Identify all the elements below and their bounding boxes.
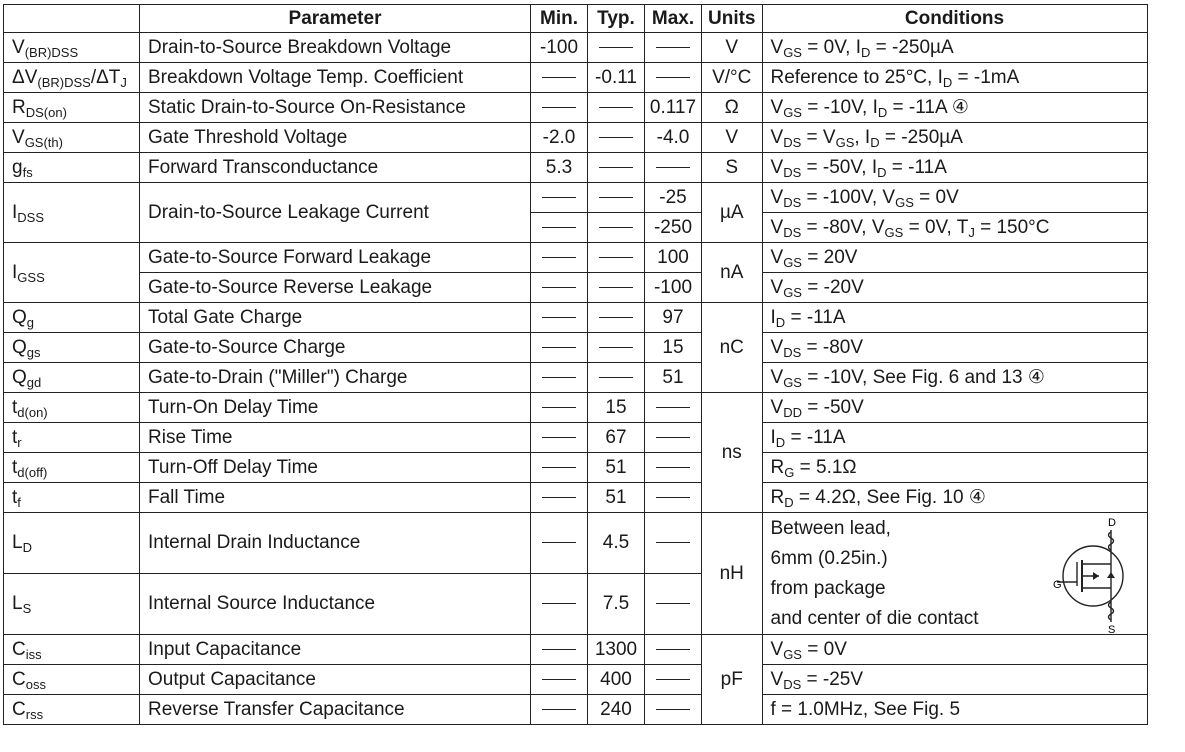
- symbol-subscript: d(off): [17, 464, 48, 480]
- condition-line: Between lead,: [770, 517, 891, 539]
- units-cell: S: [702, 153, 763, 183]
- dash-mark: [599, 377, 633, 378]
- units-cell: µA: [702, 183, 763, 243]
- table-row: [4, 243, 1148, 273]
- symbol-header: [4, 5, 140, 33]
- typ-cell: 15: [588, 393, 645, 423]
- max-cell: [645, 665, 702, 695]
- table-row: [4, 153, 1148, 183]
- typ-cell: [588, 303, 645, 333]
- condition-subscript: DS: [783, 194, 802, 210]
- max-cell: [645, 423, 702, 453]
- min-cell: [531, 483, 588, 513]
- min-cell: [531, 513, 588, 574]
- dash-mark: [656, 497, 690, 498]
- typ-cell: 51: [588, 483, 645, 513]
- dash-mark: [599, 227, 633, 228]
- table-row: [4, 123, 1148, 153]
- condition-line: and center of die contact: [770, 607, 979, 629]
- symbol-subscript: rss: [25, 706, 44, 722]
- max-cell: [645, 33, 702, 63]
- parameter-cell: Total Gate Charge: [140, 303, 531, 333]
- min-cell: [531, 453, 588, 483]
- dash-mark: [542, 347, 576, 348]
- typ-cell: 67: [588, 423, 645, 453]
- typ-cell: [588, 33, 645, 63]
- dash-mark: [656, 709, 690, 710]
- typ-cell: 240: [588, 695, 645, 725]
- table-row: [4, 333, 1148, 363]
- symbol-subscript: S: [22, 601, 32, 616]
- table-row: [4, 453, 1148, 483]
- parameter-cell: Drain-to-Source Breakdown Voltage: [140, 33, 531, 63]
- symbol-cell: $C_{iss}$: [4, 635, 140, 665]
- symbol-subscript: gd: [26, 374, 42, 390]
- min-cell: [531, 695, 588, 725]
- dash-mark: [656, 542, 690, 543]
- typ-cell: 400: [588, 665, 645, 695]
- symbol-cell: $Q_g$: [4, 303, 140, 333]
- parameter-cell: Reverse Transfer Capacitance: [140, 695, 531, 725]
- condition-subscript: DS: [783, 676, 802, 692]
- parameter-cell: Turn-Off Delay Time: [140, 453, 531, 483]
- max-cell: [645, 483, 702, 513]
- dash-mark: [542, 679, 576, 680]
- min-cell: [531, 273, 588, 303]
- units-cell: Ω: [702, 93, 763, 123]
- table-row: [4, 33, 1148, 63]
- dash-mark: [542, 407, 576, 408]
- max-cell: [645, 513, 702, 574]
- max-cell: [645, 695, 702, 725]
- dash-mark: [656, 679, 690, 680]
- min-cell: [531, 213, 588, 243]
- condition-subscript: GS: [783, 254, 802, 270]
- typ-cell: [588, 213, 645, 243]
- parameter-cell: Turn-On Delay Time: [140, 393, 531, 423]
- parameter-cell: Rise Time: [140, 423, 531, 453]
- dash-mark: [542, 377, 576, 378]
- condition-subscript: G: [784, 464, 795, 480]
- parameter-cell: Gate Threshold Voltage: [140, 123, 531, 153]
- condition-subscript: DS: [783, 344, 802, 360]
- table-row: [4, 183, 1148, 213]
- dash-mark: [542, 709, 576, 710]
- parameter-cell: Gate-to-Source Forward Leakage: [140, 243, 531, 273]
- min-cell: [531, 423, 588, 453]
- parameter-cell: Internal Source Inductance: [140, 574, 531, 635]
- symbol-cell: $t_{d(on)}$: [4, 393, 140, 423]
- symbol-subscript: g: [26, 314, 35, 330]
- parameter-cell: Input Capacitance: [140, 635, 531, 665]
- table-row: [4, 423, 1148, 453]
- symbol-cell: $t_f$: [4, 483, 140, 513]
- source-label: S: [1107, 624, 1115, 634]
- dash-mark: [656, 47, 690, 48]
- parameter-cell: Output Capacitance: [140, 665, 531, 695]
- units-cell: V: [702, 33, 763, 63]
- typ-cell: 51: [588, 453, 645, 483]
- units-cell: nH: [702, 513, 763, 635]
- symbol-subscript: fs: [22, 164, 33, 180]
- table-row: [4, 695, 1148, 725]
- dash-mark: [599, 317, 633, 318]
- conditions-cell: $V_{GS} = -10V$, $I_D = -11A$ ④: [762, 93, 1147, 123]
- min-cell: [531, 635, 588, 665]
- condition-subscript: GS: [783, 374, 802, 390]
- conditions-cell: $V_{DS} = -80V$: [762, 333, 1147, 363]
- conditions-cell: $V_{DD} = -50V$: [762, 393, 1147, 423]
- max-cell: 100: [645, 243, 702, 273]
- conditions-cell: $V_{DS} = -50V$, $I_D = -11A$: [762, 153, 1147, 183]
- min-cell: [531, 363, 588, 393]
- symbol-subscript: gs: [26, 344, 41, 360]
- symbol-subscript: D: [22, 540, 32, 555]
- conditions-cell: $V_{GS} = -20V$: [762, 273, 1147, 303]
- dash-mark: [542, 317, 576, 318]
- dash-mark: [542, 603, 576, 604]
- min-cell: -100: [531, 33, 588, 63]
- parameter-cell: Static Drain-to-Source On-Resistance: [140, 93, 531, 123]
- typ-cell: [588, 333, 645, 363]
- symbol-subscript: iss: [25, 646, 42, 662]
- min-cell: [531, 665, 588, 695]
- symbol-subscript: r: [17, 434, 22, 450]
- condition-subscript: GS: [783, 646, 802, 662]
- min-cell: [531, 243, 588, 273]
- symbol-subscript: (BR)DSS: [37, 74, 91, 90]
- condition-line: from package: [770, 577, 886, 599]
- condition-subscript: D: [877, 164, 887, 180]
- max-cell: [645, 63, 702, 93]
- conditions-cell: $R_G = 5.1\Omega$: [762, 453, 1147, 483]
- condition-subscript: D: [784, 494, 794, 510]
- typ-header: Typ.: [588, 5, 645, 33]
- condition-line: 6mm (0.25in.): [770, 547, 888, 569]
- max-cell: -4.0: [645, 123, 702, 153]
- symbol-subscript: oss: [25, 676, 46, 692]
- max-cell: -100: [645, 273, 702, 303]
- max-cell: -250: [645, 213, 702, 243]
- dash-mark: [656, 603, 690, 604]
- table-row: [4, 483, 1148, 513]
- typ-cell: 4.5: [588, 513, 645, 574]
- units-cell: V/°C: [702, 63, 763, 93]
- max-cell: [645, 453, 702, 483]
- table-row: [4, 393, 1148, 423]
- conditions-cell: $V_{DS} = V_{GS}$, $I_D = -250\mu A$: [762, 123, 1147, 153]
- condition-subscript: D: [775, 314, 786, 330]
- max-cell: [645, 574, 702, 635]
- min-cell: [531, 303, 588, 333]
- conditions-cell: $V_{GS} = 20V$: [762, 243, 1147, 273]
- dash-mark: [599, 47, 633, 48]
- max-cell: [645, 153, 702, 183]
- units-cell: nC: [702, 303, 763, 393]
- conditions-cell: $V_{GS} = 0V$: [762, 635, 1147, 665]
- units-cell: V: [702, 123, 763, 153]
- dash-mark: [656, 467, 690, 468]
- symbol-subscript: (BR)DSS: [24, 44, 79, 60]
- table-row: [4, 93, 1148, 123]
- dash-mark: [542, 107, 576, 108]
- dash-mark: [542, 467, 576, 468]
- dash-mark: [656, 167, 690, 168]
- units-header: Units: [702, 5, 763, 33]
- max-cell: -25: [645, 183, 702, 213]
- symbol-subscript: J: [120, 74, 127, 90]
- max-cell: 15: [645, 333, 702, 363]
- symbol-cell: $V_{(BR)DSS}$: [4, 33, 140, 63]
- dash-mark: [542, 227, 576, 228]
- max-header: Max.: [645, 5, 702, 33]
- table-row: [4, 363, 1148, 393]
- conditions-cell: $V_{DS} = -80V$, $V_{GS} = 0V$, $T_J = 150^\circ C$: [762, 213, 1147, 243]
- symbol-cell: $I_{GSS}$: [4, 243, 140, 303]
- conditions-cell: $V_{GS} = 0V$, $I_D = -250\mu A$: [762, 33, 1147, 63]
- dash-mark: [656, 407, 690, 408]
- typ-cell: 1300: [588, 635, 645, 665]
- dash-mark: [542, 77, 576, 78]
- condition-subscript: D: [877, 104, 888, 120]
- units-cell: ns: [702, 393, 763, 513]
- typ-cell: [588, 363, 645, 393]
- symbol-cell: $I_{DSS}$: [4, 183, 140, 243]
- typ-cell: [588, 243, 645, 273]
- dash-mark: [599, 137, 633, 138]
- dash-mark: [542, 649, 576, 650]
- symbol-cell: $Q_{gd}$: [4, 363, 140, 393]
- typ-cell: [588, 273, 645, 303]
- symbol-cell: $t_r$: [4, 423, 140, 453]
- symbol-cell: $L_D$: [4, 513, 140, 574]
- condition-subscript: J: [968, 224, 975, 240]
- table-row: [4, 635, 1148, 665]
- max-cell: 0.117: [645, 93, 702, 123]
- condition-subscript: GS: [884, 224, 904, 240]
- conditions-cell: $V_{DS} = -100V$, $V_{GS} = 0V$: [762, 183, 1147, 213]
- min-cell: [531, 333, 588, 363]
- condition-subscript: GS: [895, 194, 914, 210]
- symbol-cell: $g_{fs}$: [4, 153, 140, 183]
- parameter-cell: Forward Transconductance: [140, 153, 531, 183]
- max-cell: [645, 393, 702, 423]
- min-cell: [531, 393, 588, 423]
- condition-subscript: D: [775, 434, 786, 450]
- conditions-cell: $I_D = -11A$: [762, 303, 1147, 333]
- typ-cell: [588, 153, 645, 183]
- parameter-cell: Gate-to-Source Reverse Leakage: [140, 273, 531, 303]
- typ-cell: [588, 93, 645, 123]
- table-row: [4, 273, 1148, 303]
- min-cell: [531, 183, 588, 213]
- table-row: [4, 63, 1148, 93]
- condition-subscript: D: [942, 74, 953, 90]
- condition-subscript: GS: [835, 134, 855, 150]
- condition-subscript: DS: [783, 164, 802, 180]
- conditions-cell: $R_D = 4.2\Omega$, See Fig. 10 ④: [762, 483, 1147, 513]
- parameter-cell: Internal Drain Inductance: [140, 513, 531, 574]
- symbol-subscript: DS(on): [25, 104, 67, 120]
- condition-subscript: GS: [783, 44, 802, 60]
- symbol-subscript: f: [17, 494, 21, 510]
- condition-subscript: D: [860, 44, 871, 60]
- conditions-cell: $V_{GS} = -10V$, See Fig. 6 and 13 ④: [762, 363, 1147, 393]
- symbol-cell: $L_S$: [4, 574, 140, 635]
- parameter-cell: Breakdown Voltage Temp. Coefficient: [140, 63, 531, 93]
- min-cell: 5.3: [531, 153, 588, 183]
- parameter-cell: Drain-to-Source Leakage Current: [140, 183, 531, 243]
- electrical-characteristics-table: [3, 4, 1148, 725]
- dash-mark: [542, 542, 576, 543]
- dash-mark: [542, 437, 576, 438]
- units-cell: nA: [702, 243, 763, 303]
- symbol-cell: $t_{d(off)}$: [4, 453, 140, 483]
- dash-mark: [599, 287, 633, 288]
- min-cell: [531, 574, 588, 635]
- dash-mark: [599, 257, 633, 258]
- symbol-cell: $Q_{gs}$: [4, 333, 140, 363]
- conditions-header: Conditions: [762, 5, 1147, 33]
- parameter-cell: Gate-to-Drain ("Miller") Charge: [140, 363, 531, 393]
- symbol-subscript: GS(th): [24, 134, 63, 150]
- condition-subscript: DS: [783, 224, 802, 240]
- conditions-cell: f = 1.0MHz, See Fig. 5: [762, 695, 1147, 725]
- conditions-cell: Reference to 25°C, $I_D = -1mA$: [762, 63, 1147, 93]
- symbol-subscript: DSS: [17, 209, 45, 225]
- symbol-subscript: GSS: [17, 269, 45, 285]
- table-row: [4, 513, 1148, 574]
- mosfet-schematic-icon: [1053, 516, 1133, 634]
- typ-cell: [588, 123, 645, 153]
- max-cell: [645, 635, 702, 665]
- parameter-header: Parameter: [140, 5, 531, 33]
- typ-cell: -0.11: [588, 63, 645, 93]
- table-row: [4, 303, 1148, 333]
- dash-mark: [542, 197, 576, 198]
- condition-subscript: DS: [783, 134, 802, 150]
- condition-subscript: GS: [783, 104, 802, 120]
- max-cell: 97: [645, 303, 702, 333]
- condition-subscript: GS: [783, 284, 802, 300]
- units-cell: pF: [702, 635, 763, 725]
- dash-mark: [599, 347, 633, 348]
- min-cell: [531, 93, 588, 123]
- dash-mark: [599, 197, 633, 198]
- min-cell: -2.0: [531, 123, 588, 153]
- dash-mark: [599, 107, 633, 108]
- header-row: [4, 5, 1148, 33]
- condition-subscript: DD: [783, 404, 802, 420]
- min-cell: [531, 63, 588, 93]
- dash-mark: [656, 437, 690, 438]
- symbol-subscript: d(on): [17, 404, 48, 420]
- drain-label: D: [1107, 517, 1116, 529]
- gate-label: G: [1052, 579, 1062, 591]
- typ-cell: 7.5: [588, 574, 645, 635]
- conditions-cell: $I_D = -11A$: [762, 423, 1147, 453]
- parameter-cell: Gate-to-Source Charge: [140, 333, 531, 363]
- symbol-cell: $C_{oss}$: [4, 665, 140, 695]
- min-header: Min.: [531, 5, 588, 33]
- dash-mark: [542, 497, 576, 498]
- symbol-cell: $\Delta V_{(BR)DSS}/\Delta T_J$: [4, 63, 140, 93]
- dash-mark: [599, 167, 633, 168]
- conditions-cell: [762, 513, 1147, 635]
- symbol-cell: $R_{DS(on)}$: [4, 93, 140, 123]
- conditions-cell: $V_{DS} = -25V$: [762, 665, 1147, 695]
- table-row: [4, 665, 1148, 695]
- dash-mark: [656, 649, 690, 650]
- dash-mark: [542, 287, 576, 288]
- typ-cell: [588, 183, 645, 213]
- max-cell: 51: [645, 363, 702, 393]
- symbol-cell: $C_{rss}$: [4, 695, 140, 725]
- symbol-cell: $V_{GS(th)}$: [4, 123, 140, 153]
- dash-mark: [542, 257, 576, 258]
- parameter-cell: Fall Time: [140, 483, 531, 513]
- dash-mark: [656, 77, 690, 78]
- condition-subscript: D: [870, 134, 880, 150]
